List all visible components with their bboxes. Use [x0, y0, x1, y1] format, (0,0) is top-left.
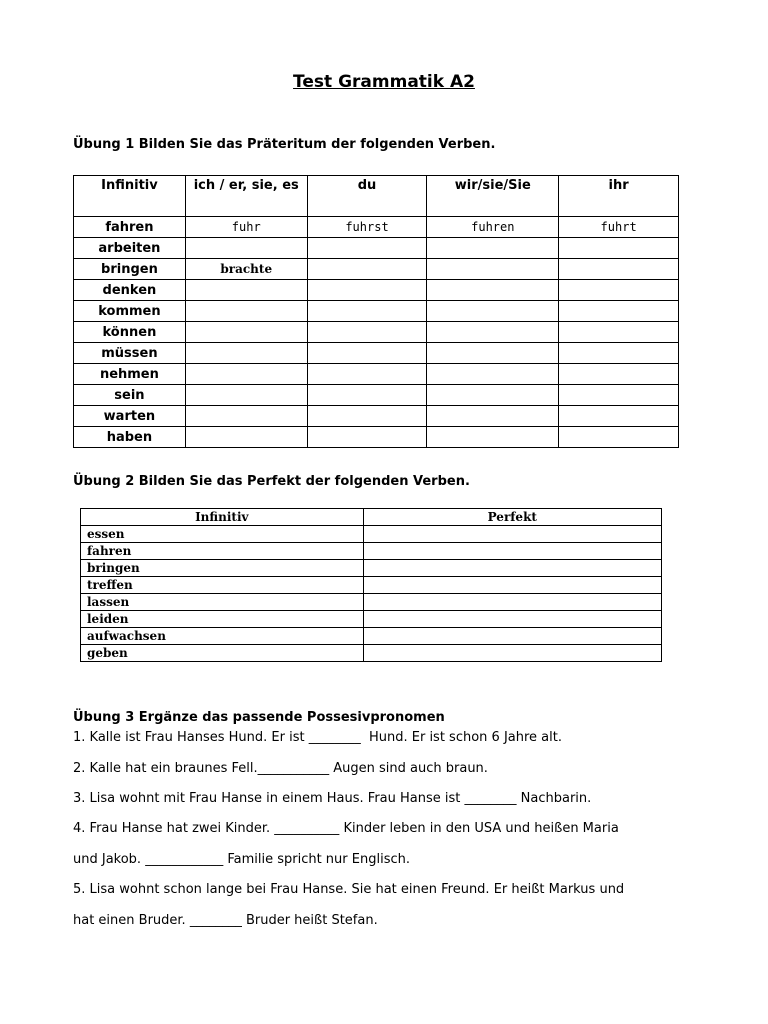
table-row — [74, 406, 679, 427]
table-row — [81, 526, 662, 543]
answer-cell[interactable] — [185, 322, 307, 343]
answer-cell[interactable]: fuhren — [427, 217, 559, 238]
table-row — [81, 560, 662, 577]
table-row — [74, 259, 679, 280]
answer-cell[interactable] — [307, 427, 427, 448]
preterite-header-cell: ihr — [559, 176, 679, 217]
answer-cell[interactable] — [363, 645, 661, 662]
exercise-3-heading: Übung 3 Ergänze das passende Possesivpronomen — [73, 710, 445, 725]
answer-cell[interactable] — [559, 385, 679, 406]
answer-cell[interactable] — [185, 406, 307, 427]
answer-cell[interactable] — [307, 322, 427, 343]
answer-cell[interactable] — [427, 427, 559, 448]
verb-cell: leiden — [81, 611, 364, 628]
answer-cell[interactable] — [363, 628, 661, 645]
answer-cell[interactable] — [427, 301, 559, 322]
answer-cell[interactable] — [307, 301, 427, 322]
answer-cell[interactable] — [427, 385, 559, 406]
answer-cell[interactable] — [427, 343, 559, 364]
exercise-3-line: hat einen Bruder. ________ Bruder heißt Stefan. — [73, 913, 378, 928]
exercise-3-line: 1. Kalle ist Frau Hanses Hund. Er ist ________ Hund. Er ist schon 6 Jahre alt. — [73, 730, 562, 745]
table-row — [81, 645, 662, 662]
verb-cell: treffen — [81, 577, 364, 594]
table-row — [74, 385, 679, 406]
answer-cell[interactable] — [559, 406, 679, 427]
exercise-3-line: und Jakob. ____________ Familie spricht nur Englisch. — [73, 852, 410, 867]
answer-cell[interactable] — [559, 301, 679, 322]
answer-cell[interactable] — [185, 301, 307, 322]
exercise-1-heading: Übung 1 Bilden Sie das Präteritum der folgenden Verben. — [73, 137, 496, 152]
verb-cell: aufwachsen — [81, 628, 364, 645]
answer-cell[interactable] — [185, 280, 307, 301]
answer-cell[interactable] — [363, 543, 661, 560]
verb-cell: lassen — [81, 594, 364, 611]
answer-cell[interactable] — [559, 322, 679, 343]
answer-cell[interactable] — [307, 343, 427, 364]
exercise-3-line: 3. Lisa wohnt mit Frau Hanse in einem Haus. Frau Hanse ist ________ Nachbarin. — [73, 791, 592, 806]
answer-cell[interactable] — [427, 238, 559, 259]
verb-cell: nehmen — [74, 364, 186, 385]
answer-cell[interactable] — [307, 406, 427, 427]
verb-cell: haben — [74, 427, 186, 448]
answer-cell[interactable]: fuhrt — [559, 217, 679, 238]
exercise-3-line: 5. Lisa wohnt schon lange bei Frau Hanse. Sie hat einen Freund. Er heißt Markus und — [73, 882, 625, 897]
answer-cell[interactable] — [307, 364, 427, 385]
table-row — [81, 543, 662, 560]
perfect-header-cell: Infinitiv — [81, 509, 364, 526]
verb-cell: fahren — [81, 543, 364, 560]
exercise-2-heading: Übung 2 Bilden Sie das Perfekt der folgenden Verben. — [73, 474, 470, 489]
answer-cell[interactable] — [427, 259, 559, 280]
preterite-table-header — [74, 176, 679, 217]
table-row — [81, 577, 662, 594]
answer-cell[interactable] — [427, 280, 559, 301]
preterite-header-cell: du — [307, 176, 427, 217]
answer-cell[interactable] — [185, 343, 307, 364]
table-row — [81, 628, 662, 645]
answer-cell[interactable] — [307, 238, 427, 259]
verb-cell: arbeiten — [74, 238, 186, 259]
answer-cell[interactable] — [185, 385, 307, 406]
verb-cell: bringen — [74, 259, 186, 280]
table-row — [74, 217, 679, 238]
exercise-3-line: 2. Kalle hat ein braunes Fell.___________ Augen sind auch braun. — [73, 761, 488, 776]
verb-cell: essen — [81, 526, 364, 543]
verb-cell: müssen — [74, 343, 186, 364]
answer-cell[interactable] — [307, 280, 427, 301]
preterite-header-cell: Infinitiv — [74, 176, 186, 217]
verb-cell: warten — [74, 406, 186, 427]
table-row — [74, 301, 679, 322]
verb-cell: denken — [74, 280, 186, 301]
exercise-3-line: 4. Frau Hanse hat zwei Kinder. __________ Kinder leben in den USA und heißen Maria — [73, 821, 619, 836]
table-row — [74, 343, 679, 364]
verb-cell: sein — [74, 385, 186, 406]
answer-cell[interactable] — [185, 427, 307, 448]
answer-cell[interactable] — [185, 238, 307, 259]
answer-cell[interactable] — [427, 406, 559, 427]
verb-cell: können — [74, 322, 186, 343]
perfect-table-header — [81, 509, 662, 526]
table-row — [74, 322, 679, 343]
title-text: Test Grammatik A2 — [293, 72, 475, 92]
answer-cell[interactable] — [427, 364, 559, 385]
answer-cell[interactable]: fuhrst — [307, 217, 427, 238]
table-row — [74, 280, 679, 301]
perfect-table — [80, 508, 662, 662]
answer-cell[interactable] — [559, 238, 679, 259]
preterite-header-cell: ich / er, sie, es — [185, 176, 307, 217]
answer-cell[interactable] — [427, 322, 559, 343]
answer-cell[interactable] — [559, 343, 679, 364]
answer-cell[interactable] — [363, 594, 661, 611]
answer-cell[interactable] — [363, 577, 661, 594]
answer-cell[interactable] — [559, 259, 679, 280]
answer-cell[interactable] — [363, 611, 661, 628]
preterite-header-cell: wir/sie/Sie — [427, 176, 559, 217]
answer-cell[interactable] — [363, 560, 661, 577]
answer-cell[interactable] — [307, 259, 427, 280]
answer-cell[interactable] — [307, 385, 427, 406]
verb-cell: fahren — [74, 217, 186, 238]
verb-cell: kommen — [74, 301, 186, 322]
perfect-header-cell: Perfekt — [363, 509, 661, 526]
answer-cell[interactable]: brachte — [185, 259, 307, 280]
table-row — [74, 364, 679, 385]
answer-cell[interactable] — [185, 364, 307, 385]
table-row — [74, 238, 679, 259]
verb-cell: bringen — [81, 560, 364, 577]
table-row — [81, 611, 662, 628]
answer-cell[interactable] — [559, 280, 679, 301]
table-row — [81, 594, 662, 611]
table-row — [74, 427, 679, 448]
answer-cell[interactable] — [363, 526, 661, 543]
answer-cell[interactable] — [559, 427, 679, 448]
page-title — [0, 72, 768, 92]
answer-cell[interactable] — [559, 364, 679, 385]
answer-cell[interactable]: fuhr — [185, 217, 307, 238]
verb-cell: geben — [81, 645, 364, 662]
preterite-table — [73, 175, 679, 448]
